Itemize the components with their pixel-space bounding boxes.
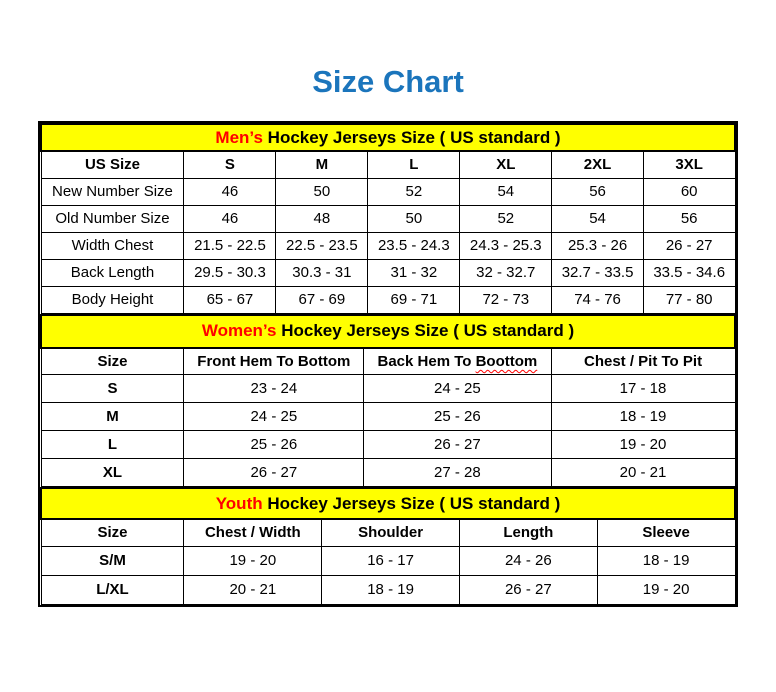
size-value-cell: 25 - 26: [364, 403, 551, 431]
size-chart: [38, 121, 738, 607]
size-value-cell: 18 - 19: [597, 546, 735, 575]
size-value-cell: 25 - 26: [184, 431, 364, 459]
row-label: Width Chest: [41, 232, 184, 259]
size-value-cell: 26 - 27: [459, 575, 597, 604]
womens-size-table: [40, 314, 736, 488]
size-value-cell: 26 - 27: [643, 232, 735, 259]
size-value-cell: 24 - 26: [459, 546, 597, 575]
size-value-cell: 20 - 21: [184, 575, 322, 604]
size-value-cell: 23.5 - 24.3: [368, 232, 460, 259]
size-value-cell: 26 - 27: [364, 431, 551, 459]
size-value-cell: 19 - 20: [184, 546, 322, 575]
column-header: 3XL: [643, 151, 735, 178]
table-row: [41, 232, 735, 259]
column-header: M: [276, 151, 368, 178]
section-accent-label: Youth: [215, 493, 263, 513]
size-value-cell: 16 - 17: [322, 546, 460, 575]
youth-size-table: [40, 487, 736, 605]
size-value-cell: 52: [460, 205, 552, 232]
size-value-cell: 54: [460, 178, 552, 205]
mens-size-table: [40, 123, 736, 314]
size-value-cell: 46: [184, 178, 276, 205]
size-value-cell: 50: [368, 205, 460, 232]
section-header-mens: [41, 124, 735, 151]
column-header: US Size: [41, 151, 184, 178]
size-value-cell: 22.5 - 23.5: [276, 232, 368, 259]
size-value-cell: 27 - 28: [364, 459, 551, 487]
size-value-cell: 18 - 19: [322, 575, 460, 604]
column-header: Size: [41, 519, 184, 546]
row-label: Body Height: [41, 286, 184, 313]
row-label: Old Number Size: [41, 205, 184, 232]
column-header: Size: [41, 348, 184, 375]
size-value-cell: 32 - 32.7: [460, 259, 552, 286]
size-value-cell: 54: [552, 205, 644, 232]
size-value-cell: 50: [276, 178, 368, 205]
row-label: L: [41, 431, 184, 459]
column-header: Sleeve: [597, 519, 735, 546]
column-header: 2XL: [552, 151, 644, 178]
size-value-cell: 21.5 - 22.5: [184, 232, 276, 259]
table-row: [41, 286, 735, 313]
section-title-text: Hockey Jerseys Size ( US standard ): [262, 493, 561, 513]
column-header: L: [368, 151, 460, 178]
column-header: Length: [459, 519, 597, 546]
size-value-cell: 26 - 27: [184, 459, 364, 487]
size-value-cell: 52: [368, 178, 460, 205]
section-header-youth: [41, 488, 735, 519]
row-label: Back Length: [41, 259, 184, 286]
size-value-cell: 56: [552, 178, 644, 205]
size-value-cell: 29.5 - 30.3: [184, 259, 276, 286]
row-label: New Number Size: [41, 178, 184, 205]
section-accent-label: Men’s: [215, 127, 263, 147]
size-value-cell: 23 - 24: [184, 375, 364, 403]
section-accent-label: Women’s: [201, 321, 277, 340]
size-value-cell: 17 - 18: [551, 375, 735, 403]
size-value-cell: 31 - 32: [368, 259, 460, 286]
size-value-cell: 20 - 21: [551, 459, 735, 487]
size-value-cell: 24 - 25: [364, 375, 551, 403]
size-value-cell: 77 - 80: [643, 286, 735, 313]
table-row: [41, 205, 735, 232]
size-value-cell: 56: [643, 205, 735, 232]
row-label: XL: [41, 459, 184, 487]
column-header: Back Hem To Boottom: [364, 348, 551, 375]
table-row: [41, 459, 735, 487]
table-row: [41, 431, 735, 459]
column-header: Chest / Width: [184, 519, 322, 546]
size-value-cell: 48: [276, 205, 368, 232]
column-header: S: [184, 151, 276, 178]
row-label: S/M: [41, 546, 184, 575]
row-label: M: [41, 403, 184, 431]
size-value-cell: 19 - 20: [597, 575, 735, 604]
size-value-cell: 69 - 71: [368, 286, 460, 313]
size-value-cell: 25.3 - 26: [552, 232, 644, 259]
size-value-cell: 32.7 - 33.5: [552, 259, 644, 286]
size-value-cell: 65 - 67: [184, 286, 276, 313]
page-title: Size Chart: [312, 64, 464, 99]
size-value-cell: 18 - 19: [551, 403, 735, 431]
section-title-text: Hockey Jerseys Size ( US standard ): [276, 321, 575, 340]
size-value-cell: 67 - 69: [276, 286, 368, 313]
table-row: [41, 575, 735, 604]
size-value-cell: 33.5 - 34.6: [643, 259, 735, 286]
table-row: [41, 375, 735, 403]
size-value-cell: 60: [643, 178, 735, 205]
column-header: Shoulder: [322, 519, 460, 546]
row-label: L/XL: [41, 575, 184, 604]
size-value-cell: 46: [184, 205, 276, 232]
column-header: XL: [460, 151, 552, 178]
table-row: [41, 259, 735, 286]
section-title-text: Hockey Jerseys Size ( US standard ): [262, 127, 561, 147]
table-row: [41, 403, 735, 431]
table-row: [41, 178, 735, 205]
size-value-cell: 74 - 76: [552, 286, 644, 313]
size-value-cell: 72 - 73: [460, 286, 552, 313]
row-label: S: [41, 375, 184, 403]
column-header: Front Hem To Bottom: [184, 348, 364, 375]
size-value-cell: 24 - 25: [184, 403, 364, 431]
section-header-womens: [41, 315, 735, 348]
misspelled-word: Boottom: [475, 352, 538, 370]
size-value-cell: 19 - 20: [551, 431, 735, 459]
table-row: [41, 546, 735, 575]
size-value-cell: 30.3 - 31: [276, 259, 368, 286]
size-value-cell: 24.3 - 25.3: [460, 232, 552, 259]
column-header: Chest / Pit To Pit: [551, 348, 735, 375]
